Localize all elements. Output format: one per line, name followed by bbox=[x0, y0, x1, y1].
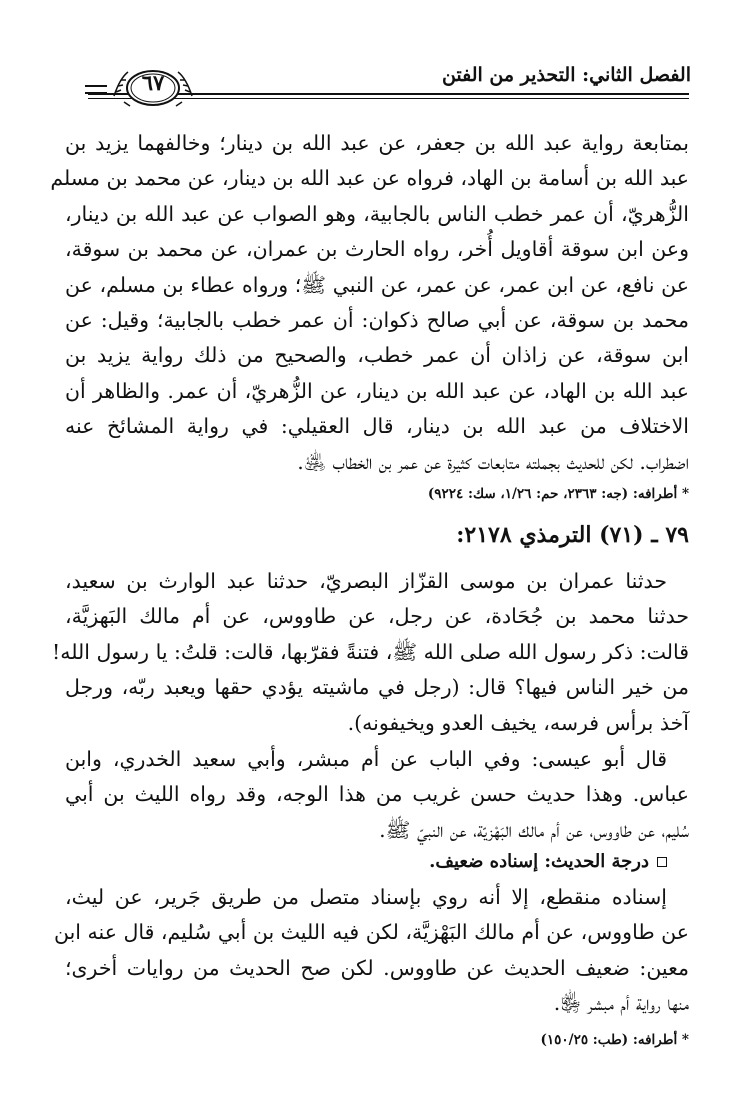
grade-label: درجة الحديث: إسناده ضعيف. bbox=[429, 851, 649, 872]
text-line: سُليم، عن طاووس، عن أم مالك البَهْزيّة، عن النبيّ ﷺ. bbox=[379, 817, 689, 842]
text-line: معين: ضعيف الحديث عن طاووس. لكن صح الحديث من روايات أخرى؛ bbox=[65, 955, 689, 980]
footnote-references: * أطرافه: (طب: ١٥٠/٢٥) bbox=[540, 1032, 689, 1048]
header-dash bbox=[85, 85, 107, 87]
hadith-text bbox=[52, 564, 689, 741]
text-line: محمد بن سوقة، عن أبي صالح ذكوان: أن عمر خطب بالجابية؛ وقيل: عن bbox=[65, 308, 689, 333]
text-line: عن نافع، عن ابن عمر، عن عمر، عن النبي ﷺ؛ ورواه عطاء بن مسلم، عن bbox=[65, 272, 689, 297]
text-line: إسناده منقطع، إلا أنه روي بإسناد متصل من طريق جَرير، عن ليث، bbox=[65, 885, 667, 909]
paragraph-continuation bbox=[50, 126, 689, 480]
text-line: عن طاووس، عن أم مالك البَهْزيَّة، لكن فيه الليث بن أبي سُليم، قال عنه ابن bbox=[54, 920, 689, 945]
hadith-grade bbox=[429, 848, 667, 876]
text-line: عبد الله بن أسامة بن الهاد، فرواه عن عبد الله بن دينار، عن محمد بن مسلم bbox=[50, 166, 689, 191]
text-line: حدثنا محمد بن جُحَادة، عن رجل، عن طاووس، عن أم مالك البَهزيَّة، bbox=[65, 604, 689, 629]
grade-explanation bbox=[54, 880, 689, 1022]
commentary-text bbox=[65, 742, 689, 848]
page-number: ٦٧ bbox=[141, 70, 165, 95]
text-line: الزُّهريّ، أن عمر خطب الناس بالجابية، وهو الصواب عن عبد الله بن دينار، bbox=[65, 201, 689, 226]
text-line: منها رواية أم مبشر ﵂. bbox=[553, 991, 689, 1016]
footnote-references: * أطرافه: (جه: ٢٣٦٣، حم: ١/٢٦، سك: ٩٢٢٤) bbox=[427, 486, 689, 502]
hadith-heading: ٧٩ ـ (٧١) الترمذي ٢١٧٨: bbox=[456, 522, 689, 548]
text-line: من خير الناس فيها؟ قال: (رجل في ماشيته يؤدي حقها ويعبد ربّه، ورجل bbox=[65, 675, 689, 700]
square-bullet-icon bbox=[657, 857, 667, 867]
text-line: حدثنا عمران بن موسى القزّاز البصريّ، حدثنا عبد الوارث بن سعيد، bbox=[65, 569, 667, 593]
header-dash bbox=[85, 92, 107, 94]
text-line: قالت: ذكر رسول الله صلى الله ﷺ، فتنةً فقرّبها، قالت: قلتُ: يا رسول الله! bbox=[52, 639, 689, 664]
text-line: الاختلاف من عبد الله بن دينار، قال العقيلي: في رواية المشائخ عنه bbox=[65, 414, 689, 439]
text-line: آخذ برأس فرسه، يخيف العدو ويخيفونه). bbox=[347, 710, 689, 735]
text-line: وعن ابن سوقة أقاويل أُخر، رواه الحارث بن عمران، عن محمد بن سوقة، bbox=[65, 237, 689, 262]
chapter-title: الفصل الثاني: التحذير من الفتن bbox=[441, 64, 691, 86]
text-line: اضطراب. لكن للحديث بجملته متابعات كثيرة عن عمر بن الخطاب ﵁. bbox=[297, 449, 689, 474]
text-line: عباس. وهذا حديث حسن غريب من هذا الوجه، وقد رواه الليث بن أبي bbox=[65, 782, 689, 807]
text-line: ابن سوقة، عن زاذان أن عمر خطب، والصحيح من ذلك رواية يزيد بن bbox=[65, 343, 689, 368]
text-line: بمتابعة رواية عبد الله بن جعفر، عن عبد الله بن دينار؛ وخالفهما يزيد بن bbox=[65, 131, 689, 155]
text-line: عبد الله بن الهاد، عن عبد الله بن دينار، عن الزُّهريّ، أن عمر. والظاهر أن bbox=[65, 378, 689, 403]
text-line: قال أبو عيسى: وفي الباب عن أم مبشر، وأبي سعيد الخدري، وابن bbox=[65, 747, 667, 771]
